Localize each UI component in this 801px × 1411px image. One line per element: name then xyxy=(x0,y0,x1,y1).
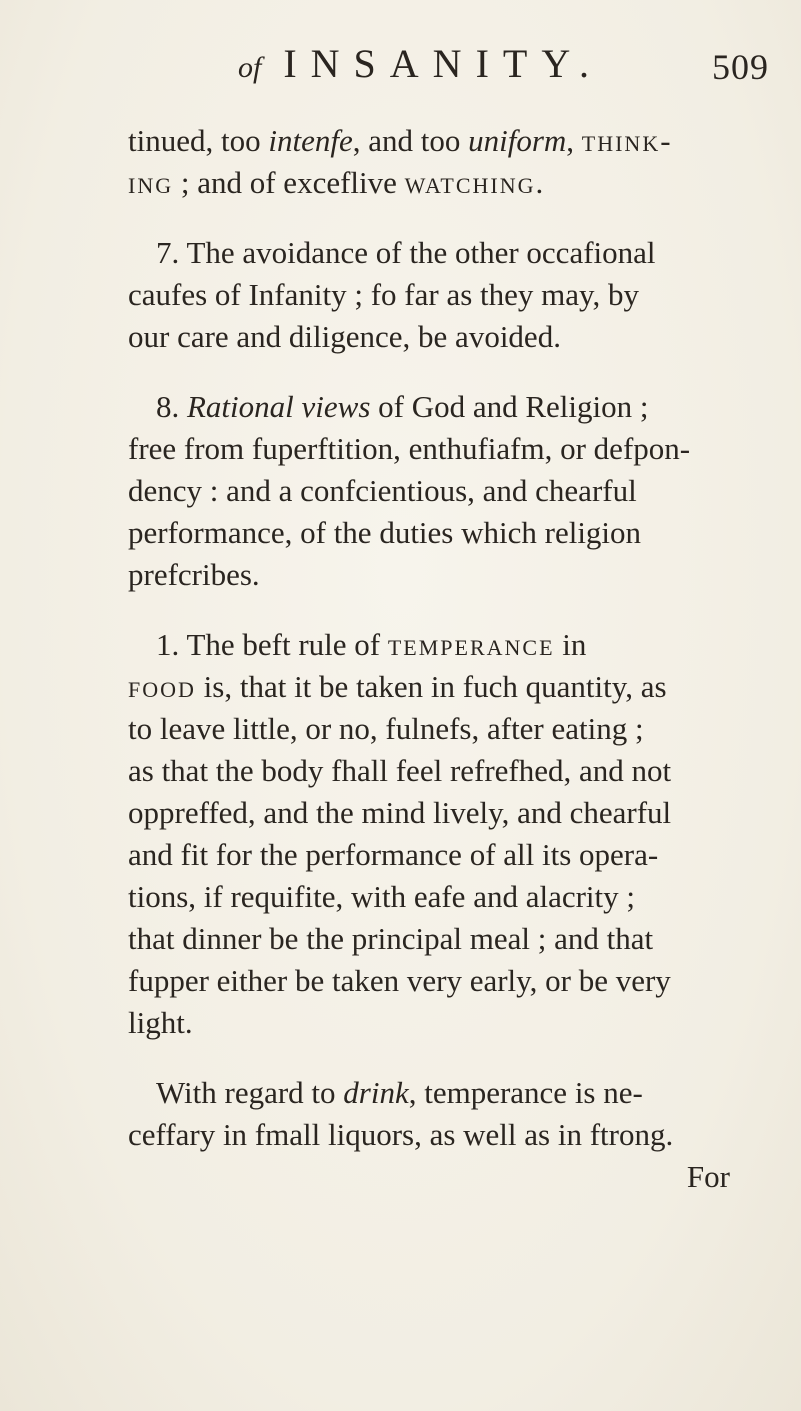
paragraph-1-line: that dinner be the principal meal ; and that xyxy=(128,921,654,956)
running-head-of: of xyxy=(238,51,262,84)
paragraph-drink-line: ceffary in fmall liquors, as well as in ftrong. xyxy=(128,1117,674,1152)
text-span: 1. The beft rule of xyxy=(156,627,381,662)
small-caps-text: think- xyxy=(581,123,673,158)
text-span: is, that it be taken in fuch quantity, as xyxy=(203,669,667,704)
text-span: , and too xyxy=(352,123,461,158)
text-span: ; and of exceflive xyxy=(180,165,397,200)
paragraph-1-line xyxy=(128,666,748,708)
paragraph-1-line: as that the body fhall feel refrefhed, and not xyxy=(128,753,672,788)
catchword: For xyxy=(686,1159,730,1194)
text-span: tinued, too xyxy=(128,123,261,158)
small-caps-text: watching. xyxy=(404,165,546,200)
paragraph-8-line: dency : and a confcientious, and chearful xyxy=(128,473,637,508)
text-line xyxy=(128,162,748,204)
small-caps-text: ing xyxy=(128,165,174,200)
paragraph-1-line: to leave little, or no, fulnefs, after eating ; xyxy=(128,711,644,746)
running-head-title: INSANITY. xyxy=(283,41,604,86)
paragraph-1-line: fupper either be taken very early, or be very xyxy=(128,963,671,998)
small-caps-text: food xyxy=(128,669,196,704)
paragraph-1-line: tions, if requifite, with eafe and alacrity ; xyxy=(128,879,636,914)
text-span: With regard to xyxy=(156,1075,336,1110)
paragraph-drink-line xyxy=(128,1072,748,1114)
paragraph-1-line xyxy=(128,624,748,666)
paragraph-7-line: 7. The avoidance of the other occafional xyxy=(156,235,656,270)
paragraph-8-line xyxy=(128,386,748,428)
text-line xyxy=(128,120,748,162)
paragraph-1-line: light. xyxy=(128,1005,193,1040)
paragraph-1-line: and fit for the performance of all its opera- xyxy=(128,837,659,872)
paragraph-8-line: free from fuperftition, enthufiafm, or defpon- xyxy=(128,431,691,466)
text-span: , xyxy=(566,123,575,158)
paragraph-1-line: oppreffed, and the mind lively, and chearful xyxy=(128,795,672,830)
running-head xyxy=(238,40,603,87)
text-span: in xyxy=(562,627,587,662)
text-span: of God and Religion ; xyxy=(378,389,649,424)
text-span: , temperance is ne- xyxy=(408,1075,643,1110)
page-number: 509 xyxy=(712,47,769,87)
italic-text: uniform xyxy=(468,123,567,158)
paragraph-7-line: our care and diligence, be avoided. xyxy=(128,319,561,354)
paragraph-8-line: prefcribes. xyxy=(128,557,260,592)
italic-text: intenfe xyxy=(268,123,353,158)
italic-text: Rational views xyxy=(187,389,371,424)
body-text xyxy=(128,120,748,1198)
item-number: 8. xyxy=(156,389,180,424)
paragraph-8-line: performance, of the duties which religion xyxy=(128,515,642,550)
page-header xyxy=(0,22,801,87)
small-caps-text: temperance xyxy=(387,627,555,662)
italic-text: drink xyxy=(343,1075,409,1110)
paragraph-7-line: caufes of Infanity ; fo far as they may, by xyxy=(128,277,640,312)
